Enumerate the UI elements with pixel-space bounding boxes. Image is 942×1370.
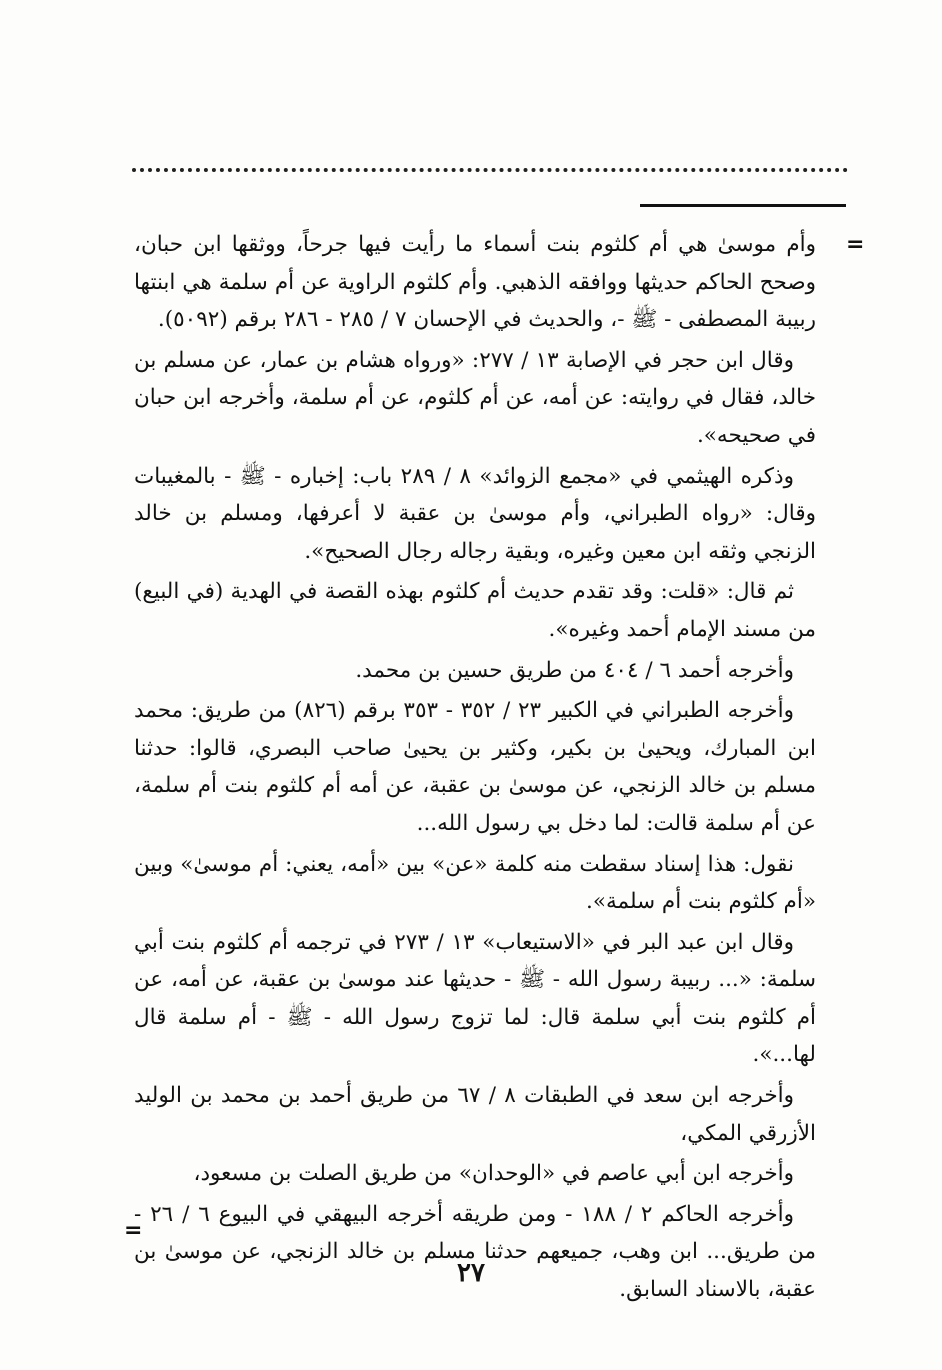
footnote-paragraph: ثم قال: «قلت: وقد تقدم حديث أم كلثوم بهذه القصة في الهدية (في البيع) من مسند الإمام أحمد وغيره». bbox=[134, 579, 816, 642]
footnote-rule bbox=[640, 204, 846, 207]
footnote-paragraph: وقال ابن حجر في الإصابة ١٣ / ٢٧٧: «ورواه هشام بن عمار، عن مسلم بن خالد، فقال في روايته: عن أمه، عن أم كلثوم، عن أم سلمة، وأخرجه ابن حبان في صحيحه». bbox=[134, 347, 816, 448]
footnote-paragraph: وأخرجه ابن أبي عاصم في «الوحدان» من طريق الصلت بن مسعود، bbox=[193, 1161, 794, 1187]
footnote-text bbox=[134, 226, 816, 1312]
dotted-separator bbox=[132, 168, 848, 172]
footnote-paragraph: نقول: هذا إسناد سقطت منه كلمة «عن» بين «أمه، يعني: أم موسىٰ» وبين «أم كلثوم بنت أم سلمة». bbox=[134, 851, 816, 915]
footnote-paragraph: وذكره الهيثمي في «مجمع الزوائد» ٨ / ٢٨٩ باب: إخباره - ﷺ - بالمغيبات وقال: «رواه الطبراني، وأم موسىٰ بن عقبة لا أعرفها، ومسلم بن خالد الزنجي وثقه ابن معين وغيره، وبقية رجاله رجال الصحيح». bbox=[134, 463, 816, 564]
footnote-paragraph: وأخرجه ابن سعد في الطبقات ٨ / ٦٧ من طريق أحمد بن محمد بن الوليد الأزرقي المكي، bbox=[134, 1083, 816, 1146]
footnote-paragraph: وأخرجه أحمد ٦ / ٤٠٤ من طريق حسين بن محمد. bbox=[355, 657, 794, 683]
footnote-paragraph: وأم موسىٰ هي أم كلثوم بنت أسماء ما رأيت فيها جرحاً، ووثقها ابن حبان، وصحح الحاكم حديثها ووافقه الذهبي. وأم كلثوم الراوية عن أم سلمة هي ابنتها ربيبة المصطفى - ﷺ -، والحديث في الإحسان ٧ / ٢٨٥ - ٢٨٦ برقم (٥٠٩٢). bbox=[134, 232, 816, 333]
page-number: ٢٧ bbox=[457, 1258, 485, 1288]
continuation-mark-bottom: = bbox=[124, 1218, 143, 1243]
footnote-paragraph: وأخرجه الحاكم ٢ / ١٨٨ - ومن طريقه أخرجه البيهقي في البيوع ٦ / ٢٦ - من طريق... ابن وهب، جميعهم حدثنا مسلم بن خالد الزنجي، عن موسىٰ بن عقبة، بالاسناد السابق. bbox=[134, 1201, 816, 1303]
footnote-paragraph: وقال ابن عبد البر في «الاستيعاب» ١٣ / ٢٧٣ في ترجمه أم كلثوم بنت أبي سلمة: «... ربيبة رسول الله - ﷺ - حديثها عند موسىٰ بن عقبة، عن أمه، عن أم كلثوم بنت أبي سلمة قال: لما تزوج رسول الله - ﷺ - أم سلمة قال لها...». bbox=[134, 929, 816, 1068]
continuation-mark-top: = bbox=[846, 232, 865, 257]
footnote-paragraph: وأخرجه الطبراني في الكبير ٢٣ / ٣٥٢ - ٣٥٣ برقم (٨٢٦) من طريق: محمد ابن المبارك، ويحيىٰ بن بكير، وكثير بن يحيىٰ صاحب البصري، قالوا: حدثنا مسلم بن خالد الزنجي، عن موسىٰ بن عقبة، عن أمه أم كلثوم بنت أم سلمة، عن أم سلمة قالت: لما دخل بي رسول الله... bbox=[134, 698, 816, 836]
